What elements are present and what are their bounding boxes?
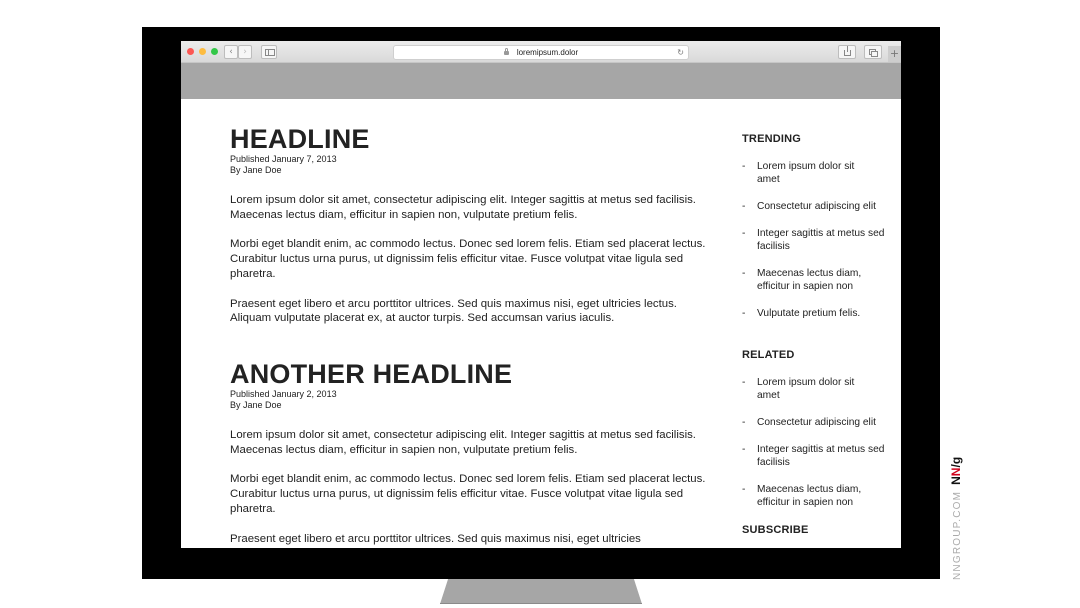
article-paragraph: Lorem ipsum dolor sit amet, consectetur adipiscing elit. Integer sagittis at metus sed facilisis. Maecenas lectus diam, efficitur in sapien non, vulputate pretium felis. bbox=[230, 194, 696, 221]
browser-toolbar bbox=[181, 41, 901, 63]
related-link[interactable]: - Consectetur adipiscing elit bbox=[742, 416, 901, 429]
trending-list bbox=[742, 160, 901, 334]
related-list bbox=[742, 376, 901, 523]
back-button[interactable]: ‹ bbox=[224, 45, 238, 59]
article-paragraph: Praesent eget libero et arcu porttitor ultrices. Sed quis maximus nisi, eget ultricies lectus. Aliquam vulputate placerat ex, at auctor turpis. Sed accumsan varius iaculis. bbox=[230, 297, 677, 325]
related-link[interactable]: - Maecenas lectus diam, efficitur in sapien non bbox=[742, 483, 887, 509]
article bbox=[230, 359, 720, 546]
nngroup-watermark bbox=[946, 450, 970, 580]
logo-g: /g bbox=[949, 456, 963, 468]
related-link[interactable]: - Integer sagittis at metus sed facilisis bbox=[742, 443, 887, 469]
address-bar[interactable] bbox=[393, 45, 689, 60]
tabs-icon bbox=[869, 49, 876, 55]
browser-window bbox=[181, 41, 901, 548]
minimize-window-button[interactable] bbox=[199, 48, 206, 55]
trending-link[interactable]: - Lorem ipsum dolor sit amet bbox=[742, 160, 857, 186]
share-icon bbox=[844, 50, 851, 56]
article-date: Published January 2, 2013 bbox=[230, 389, 337, 399]
article-byline: By Jane Doe bbox=[230, 400, 282, 410]
trending-link[interactable]: - Maecenas lectus diam, efficitur in sapien non bbox=[742, 267, 887, 293]
forward-button[interactable]: › bbox=[238, 45, 252, 59]
page-content bbox=[181, 99, 901, 548]
share-button[interactable] bbox=[838, 45, 856, 59]
watermark-site-text: NNGROUP.COM bbox=[952, 490, 963, 580]
lock-icon bbox=[504, 51, 509, 55]
article bbox=[230, 124, 720, 326]
article-headline[interactable]: ANOTHER HEADLINE bbox=[230, 359, 513, 389]
trending-heading: TRENDING bbox=[742, 133, 802, 145]
show-tabs-button[interactable] bbox=[864, 45, 882, 59]
zoom-window-button[interactable] bbox=[211, 48, 218, 55]
article-headline[interactable]: HEADLINE bbox=[230, 124, 370, 154]
new-tab-button[interactable]: + bbox=[889, 47, 900, 60]
sidebar-toggle-button[interactable] bbox=[261, 45, 277, 59]
monitor-stand-edge bbox=[440, 603, 642, 604]
sidebar-icon bbox=[265, 49, 275, 56]
related-link[interactable]: - Lorem ipsum dolor sit amet bbox=[742, 376, 857, 402]
close-window-button[interactable] bbox=[187, 48, 194, 55]
subscribe-heading[interactable]: SUBSCRIBE bbox=[742, 524, 809, 536]
related-heading: RELATED bbox=[742, 349, 795, 361]
trending-link[interactable]: - Vulputate pretium felis. bbox=[742, 307, 901, 320]
article-paragraph: Lorem ipsum dolor sit amet, consectetur adipiscing elit. Integer sagittis at metus sed facilisis. Maecenas lectus diam, efficitur in sapien non, vulputate pretium felis. bbox=[230, 429, 696, 456]
article-paragraph: Morbi eget blandit enim, ac commodo lectus. Donec sed lorem felis. Etiam sed placerat lectus. Curabitur luctus urna purus, ut dignissim felis efficitur vitae. Fusce volutpat vitae ligula sed pharetra. bbox=[230, 473, 706, 515]
article-paragraph: Praesent eget libero et arcu porttitor ultrices. Sed quis maximus nisi, eget ultricies bbox=[230, 532, 641, 545]
logo-letter-accent: N bbox=[949, 467, 963, 477]
article-date: Published January 7, 2013 bbox=[230, 154, 337, 164]
trending-link[interactable]: - Consectetur adipiscing elit bbox=[742, 200, 901, 213]
nng-logo bbox=[949, 457, 963, 485]
article-byline: By Jane Doe bbox=[230, 165, 282, 175]
article-paragraph: Morbi eget blandit enim, ac commodo lectus. Donec sed lorem felis. Etiam sed placerat lectus. Curabitur luctus urna purus, ut dignissim felis efficitur vitae. Fusce volutpat vitae ligula sed pharetra. bbox=[230, 238, 706, 280]
url-text: loremipsum.dolor bbox=[516, 48, 579, 57]
site-header-banner bbox=[181, 63, 901, 99]
logo-letter: N bbox=[949, 476, 963, 485]
trending-link[interactable]: - Integer sagittis at metus sed facilisis bbox=[742, 227, 887, 253]
monitor-stand bbox=[440, 579, 642, 604]
reload-icon[interactable]: ↻ bbox=[677, 48, 684, 57]
